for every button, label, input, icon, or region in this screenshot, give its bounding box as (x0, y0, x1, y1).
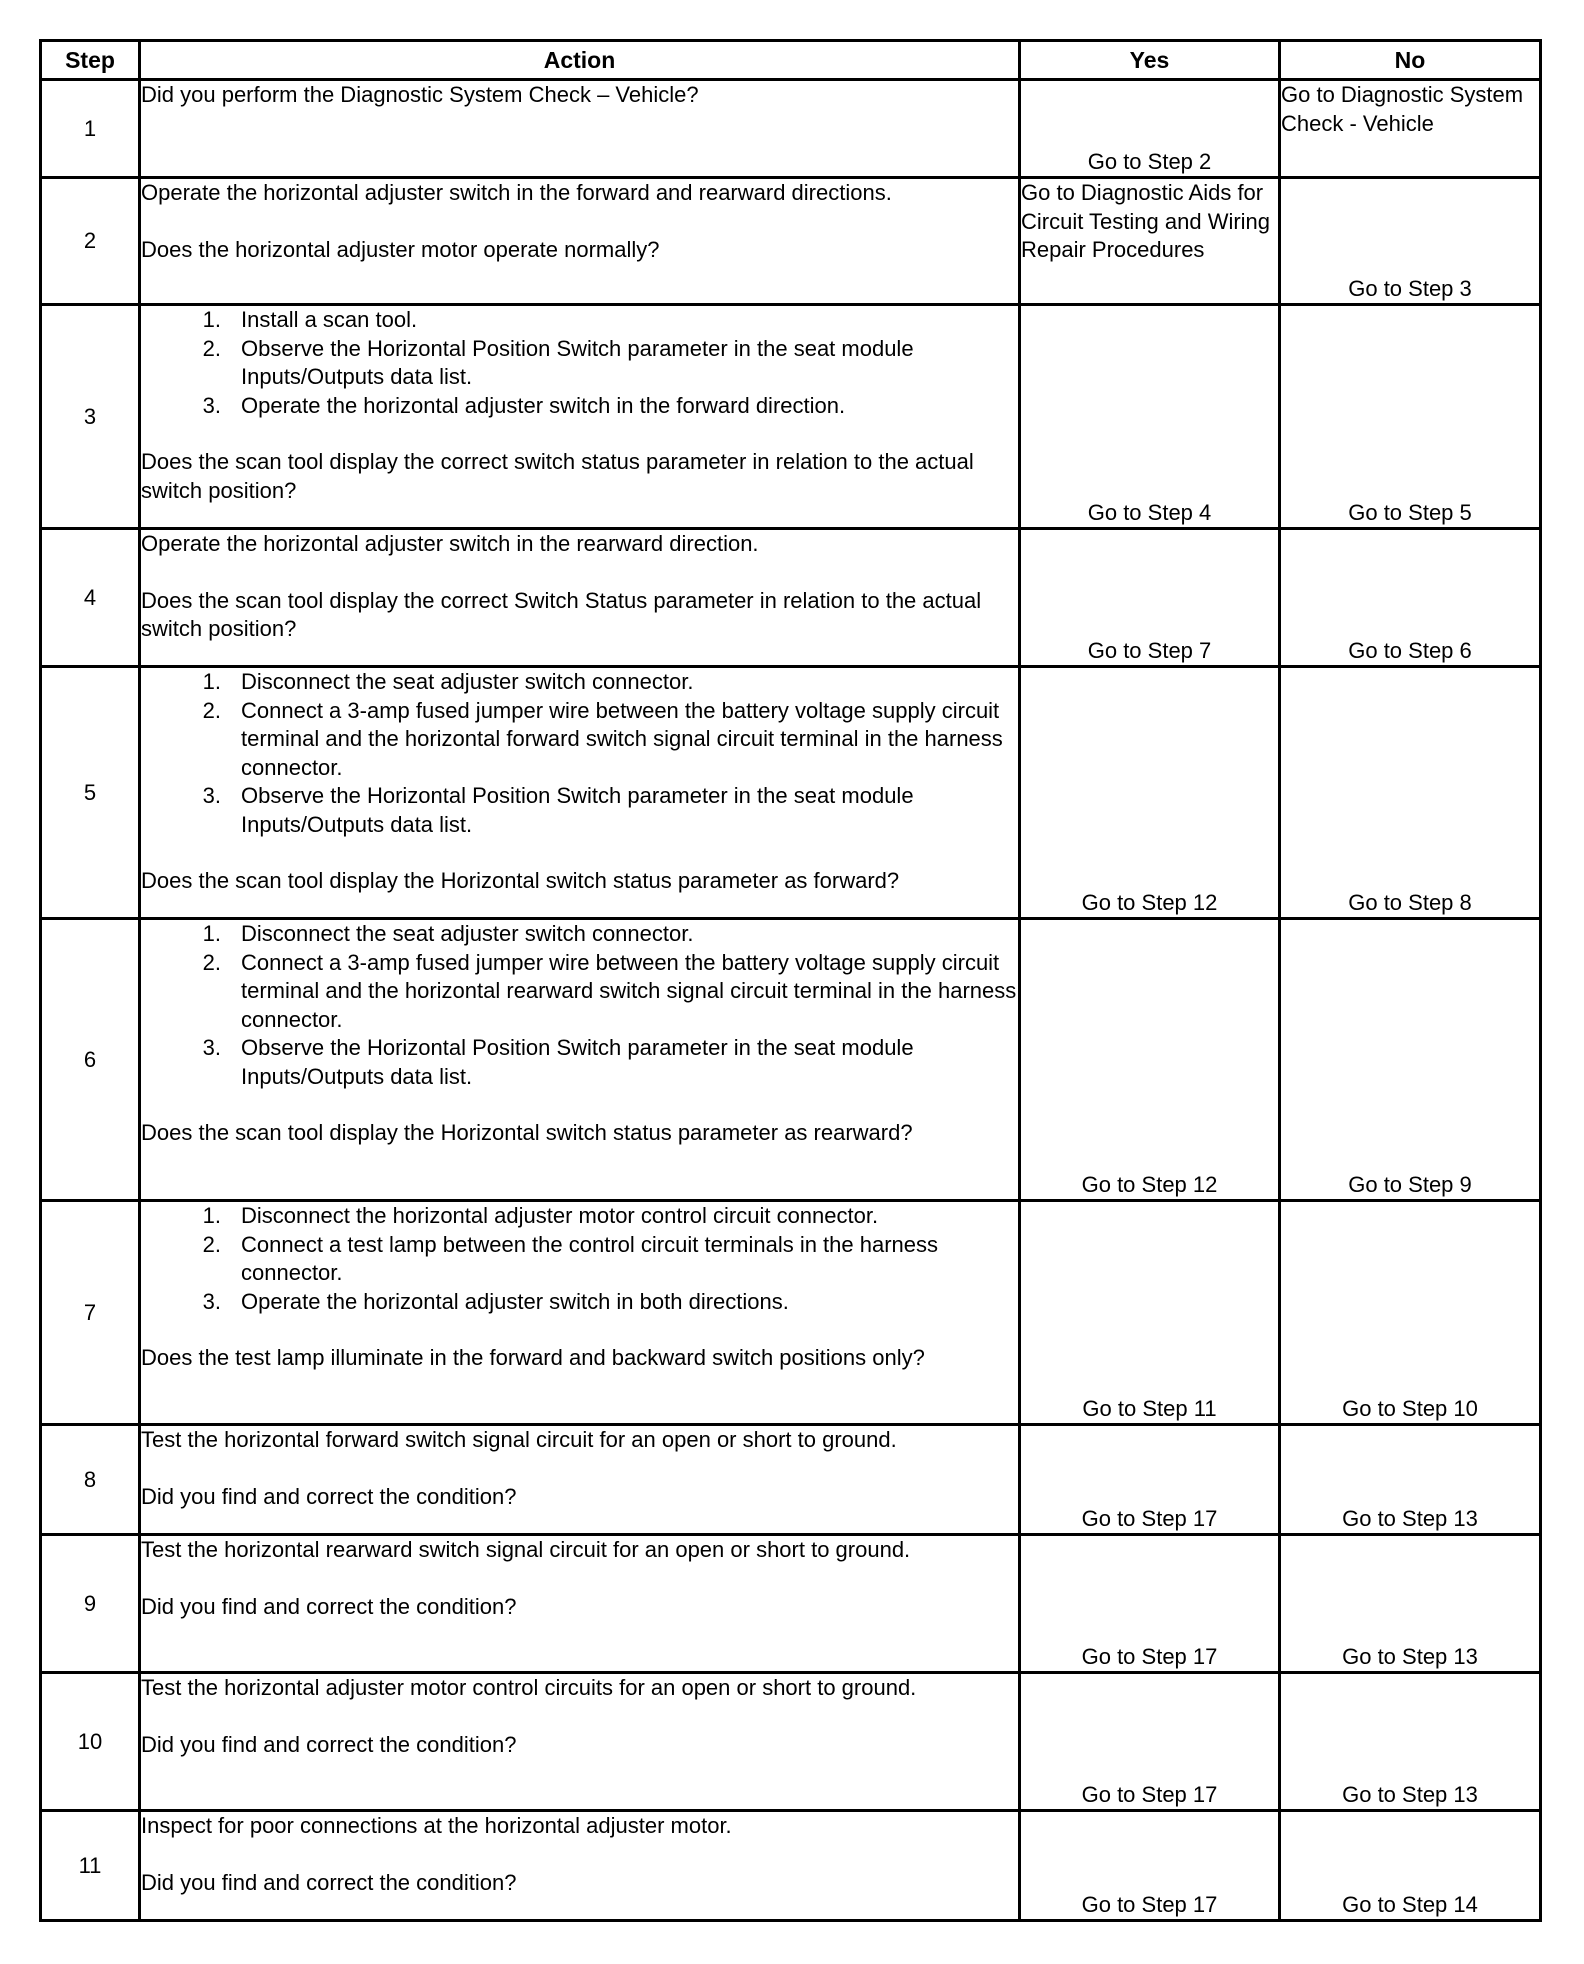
yes-result: Go to Step 2 (1020, 80, 1280, 178)
action-question: Does the scan tool display the Horizontal switch status parameter as rearward? (141, 1120, 913, 1145)
table-row (41, 178, 1541, 305)
list-item-number: 1. (202, 669, 221, 694)
list-item-text: Operate the horizontal adjuster switch in the forward direction. (241, 392, 846, 418)
action-question: Does the scan tool display the Horizontal switch status parameter as forward? (141, 868, 900, 893)
action-cell (140, 1201, 1020, 1425)
no-result: Go to Step 9 (1280, 919, 1541, 1201)
action-steps-list (141, 306, 1018, 420)
no-result: Go to Step 13 (1280, 1673, 1541, 1811)
no-result: Go to Diagnostic System Check - Vehicle (1280, 80, 1541, 178)
list-item (141, 697, 1018, 783)
action-steps-list (141, 668, 1018, 839)
step-number: 6 (41, 919, 140, 1201)
action-instruction: Operate the horizontal adjuster switch in the forward and rearward directions. (141, 180, 892, 205)
list-item (141, 1288, 1018, 1317)
action-instruction: Test the horizontal adjuster motor control circuits for an open or short to ground. (141, 1675, 917, 1700)
table-row (41, 667, 1541, 919)
list-item-text: Operate the horizontal adjuster switch in both directions. (241, 1288, 789, 1314)
header-yes: Yes (1020, 41, 1280, 80)
action-cell (140, 305, 1020, 529)
list-item-text: Disconnect the horizontal adjuster motor control circuit connector. (241, 1203, 879, 1228)
yes-result: Go to Step 17 (1020, 1425, 1280, 1535)
list-item (141, 306, 1018, 335)
table-body (41, 80, 1541, 1921)
list-item-text: Observe the Horizontal Position Switch parameter in the seat module Inputs/Outputs data list. (241, 783, 914, 837)
yes-result: Go to Step 17 (1020, 1673, 1280, 1811)
list-item (141, 335, 1018, 392)
list-item-text: Connect a 3-amp fused jumper wire between the battery voltage supply circuit terminal and the horizontal forward switch signal circuit terminal in the harness connector. (241, 697, 1003, 780)
action-question: Does the test lamp illuminate in the forward and backward switch positions only? (141, 1345, 925, 1370)
table-row (41, 1201, 1541, 1425)
step-number: 2 (41, 178, 140, 305)
list-item-number: 1. (202, 307, 221, 332)
action-question: Did you find and correct the condition? (141, 1731, 517, 1757)
list-item (141, 949, 1018, 1035)
no-result: Go to Step 13 (1280, 1535, 1541, 1673)
action-cell (140, 1811, 1020, 1921)
header-no: No (1280, 41, 1541, 80)
action-instruction: Operate the horizontal adjuster switch in the rearward direction. (141, 531, 759, 556)
action-instruction: Did you perform the Diagnostic System Check – Vehicle? (141, 82, 699, 107)
list-item (141, 920, 1018, 949)
table-row (41, 1535, 1541, 1673)
list-item-text: Disconnect the seat adjuster switch connector. (241, 921, 694, 946)
list-item-number: 2. (202, 335, 221, 361)
header-row (41, 41, 1541, 80)
list-item-number: 3. (202, 392, 221, 418)
yes-result: Go to Step 12 (1020, 667, 1280, 919)
no-result: Go to Step 13 (1280, 1425, 1541, 1535)
no-result: Go to Step 5 (1280, 305, 1541, 529)
action-cell (140, 80, 1020, 178)
action-question: Did you find and correct the condition? (141, 1593, 517, 1619)
list-item-text: Connect a 3-amp fused jumper wire between the battery voltage supply circuit terminal and the horizontal rearward switch signal circuit terminal in the harness connector. (241, 949, 1017, 1032)
action-instruction: Test the horizontal forward switch signal circuit for an open or short to ground. (141, 1427, 897, 1452)
list-item-number: 1. (202, 921, 221, 946)
list-item-number: 3. (202, 1288, 221, 1314)
table-row (41, 1425, 1541, 1535)
step-number: 9 (41, 1535, 140, 1673)
list-item (141, 1034, 1018, 1091)
list-item-number: 3. (202, 1035, 221, 1060)
action-question: Does the horizontal adjuster motor operate normally? (141, 236, 660, 262)
action-cell (140, 529, 1020, 667)
list-item-number: 2. (202, 949, 221, 975)
step-number: 1 (41, 80, 140, 178)
action-instruction: Inspect for poor connections at the horizontal adjuster motor. (141, 1813, 732, 1838)
yes-result: Go to Diagnostic Aids for Circuit Testing and Wiring Repair Procedures (1020, 178, 1280, 305)
no-result: Go to Step 3 (1280, 178, 1541, 305)
action-cell (140, 178, 1020, 305)
list-item (141, 1231, 1018, 1288)
list-item-number: 2. (202, 697, 221, 723)
table-row (41, 1673, 1541, 1811)
diagnostic-table (39, 39, 1542, 1922)
list-item-text: Observe the Horizontal Position Switch parameter in the seat module Inputs/Outputs data list. (241, 335, 914, 389)
table-row (41, 80, 1541, 178)
table-row (41, 529, 1541, 667)
list-item-text: Install a scan tool. (241, 307, 418, 332)
no-result: Go to Step 10 (1280, 1201, 1541, 1425)
yes-result: Go to Step 17 (1020, 1811, 1280, 1921)
table-row (41, 919, 1541, 1201)
no-result: Go to Step 6 (1280, 529, 1541, 667)
action-instruction: Test the horizontal rearward switch signal circuit for an open or short to ground. (141, 1537, 911, 1562)
step-number: 3 (41, 305, 140, 529)
header-action: Action (140, 41, 1020, 80)
action-cell (140, 1425, 1020, 1535)
yes-result: Go to Step 11 (1020, 1201, 1280, 1425)
step-number: 7 (41, 1201, 140, 1425)
action-question: Does the scan tool display the correct Switch Status parameter in relation to the actual switch position? (141, 587, 982, 641)
action-question: Does the scan tool display the correct switch status parameter in relation to the actual switch position? (141, 449, 974, 503)
list-item (141, 782, 1018, 839)
action-question: Did you find and correct the condition? (141, 1869, 517, 1895)
step-number: 10 (41, 1673, 140, 1811)
list-item-number: 2. (202, 1231, 221, 1257)
step-number: 4 (41, 529, 140, 667)
list-item (141, 1202, 1018, 1231)
step-number: 11 (41, 1811, 140, 1921)
yes-result: Go to Step 17 (1020, 1535, 1280, 1673)
action-steps-list (141, 1202, 1018, 1316)
no-result: Go to Step 14 (1280, 1811, 1541, 1921)
action-cell (140, 1673, 1020, 1811)
yes-result: Go to Step 4 (1020, 305, 1280, 529)
yes-result: Go to Step 7 (1020, 529, 1280, 667)
list-item-text: Disconnect the seat adjuster switch connector. (241, 669, 694, 694)
table-row (41, 305, 1541, 529)
action-cell (140, 667, 1020, 919)
action-question: Did you find and correct the condition? (141, 1483, 517, 1509)
step-number: 5 (41, 667, 140, 919)
list-item-text: Connect a test lamp between the control circuit terminals in the harness connector. (241, 1231, 939, 1285)
list-item-number: 3. (202, 783, 221, 808)
list-item-text: Observe the Horizontal Position Switch parameter in the seat module Inputs/Outputs data list. (241, 1035, 914, 1089)
list-item-number: 1. (202, 1203, 221, 1228)
action-cell (140, 919, 1020, 1201)
action-steps-list (141, 920, 1018, 1091)
yes-result: Go to Step 12 (1020, 919, 1280, 1201)
step-number: 8 (41, 1425, 140, 1535)
table-row (41, 1811, 1541, 1921)
list-item (141, 668, 1018, 697)
action-cell (140, 1535, 1020, 1673)
no-result: Go to Step 8 (1280, 667, 1541, 919)
header-step: Step (41, 41, 140, 80)
list-item (141, 392, 1018, 421)
